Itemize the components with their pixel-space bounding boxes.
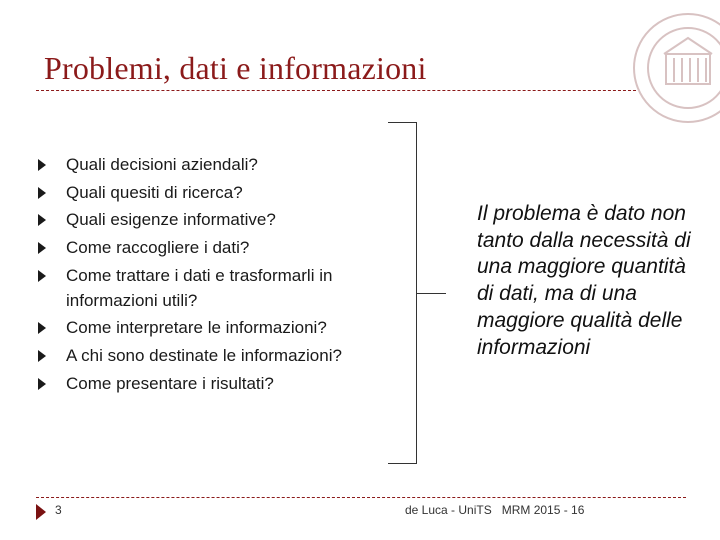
grouping-bracket [388, 122, 417, 464]
list-item [38, 315, 378, 340]
list-item [38, 207, 378, 232]
page-number: 3 [55, 503, 62, 517]
triangle-right-icon [38, 242, 46, 254]
footer-text: de Luca - UniTS MRM 2015 - 16 [405, 503, 585, 517]
triangle-right-icon [38, 159, 46, 171]
triangle-right-icon [38, 270, 46, 282]
university-seal-icon [628, 6, 720, 134]
list-item [38, 371, 378, 396]
list-item [38, 343, 378, 368]
bullet-text: Quali decisioni aziendali? [66, 155, 258, 174]
title-divider [36, 90, 636, 91]
bullet-list [38, 152, 378, 399]
list-item [38, 152, 378, 177]
bullet-text: Quali quesiti di ricerca? [66, 182, 243, 202]
triangle-right-icon [38, 322, 46, 334]
list-item [38, 235, 378, 260]
bullet-text: Come presentare i risultati? [66, 373, 274, 393]
bullet-text: Come trattare i dati e trasformarli in informazioni utili? [66, 265, 333, 310]
footer-divider [36, 497, 686, 498]
triangle-right-icon [38, 187, 46, 199]
triangle-right-icon [38, 214, 46, 226]
slide-title: Problemi, dati e informazioni [44, 50, 427, 86]
triangle-right-icon [36, 504, 46, 520]
bracket-connector [416, 293, 446, 294]
bullet-text: Come interpretare le informazioni? [66, 318, 327, 338]
bullet-text: A chi sono destinate le informazioni? [66, 346, 342, 366]
list-item [38, 180, 378, 205]
triangle-right-icon [38, 350, 46, 362]
callout-text: Il problema è dato non tanto dalla necessità di una maggiore quantità di dati, ma di una maggiore qualità delle informazioni [477, 202, 691, 359]
triangle-right-icon [38, 378, 46, 390]
bullet-text: Come raccogliere i dati? [66, 238, 250, 258]
list-item [38, 263, 378, 313]
bullet-text: Quali esigenze informative? [66, 210, 276, 230]
